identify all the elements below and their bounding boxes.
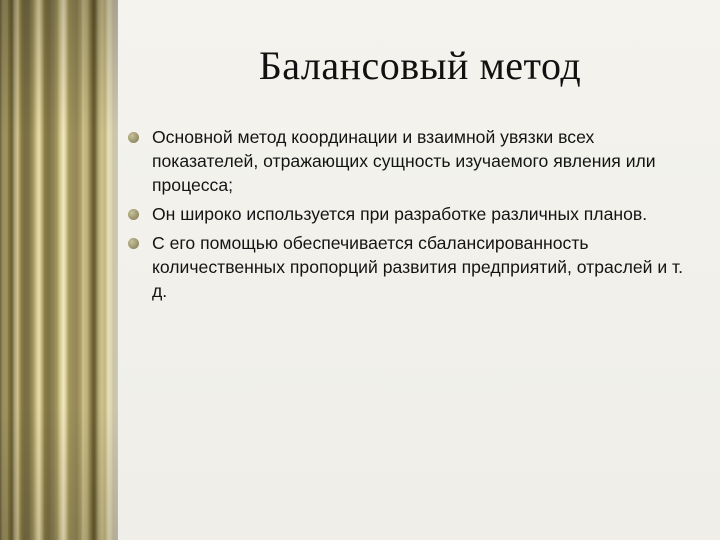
bullet-text: Основной метод координации и взаимной увязки всех показателей, отражающих сущность изучаемого явления или процесса; — [152, 127, 656, 195]
bullet-text: Он широко используется при разработке различных планов. — [152, 204, 648, 224]
border-shade — [0, 0, 118, 540]
slide-title: Балансовый метод — [258, 43, 582, 88]
bullet-list — [126, 125, 686, 308]
bullet-text: С его помощью обеспечивается сбалансированность количественных пропорций развития предприятий, отраслей и т. д. — [152, 233, 684, 301]
bullet-dot-icon — [128, 132, 139, 143]
list-item — [126, 231, 686, 303]
bullet-dot-icon — [128, 238, 139, 249]
bullet-dot-icon — [128, 209, 139, 220]
list-item — [126, 125, 686, 197]
list-item — [126, 202, 686, 226]
